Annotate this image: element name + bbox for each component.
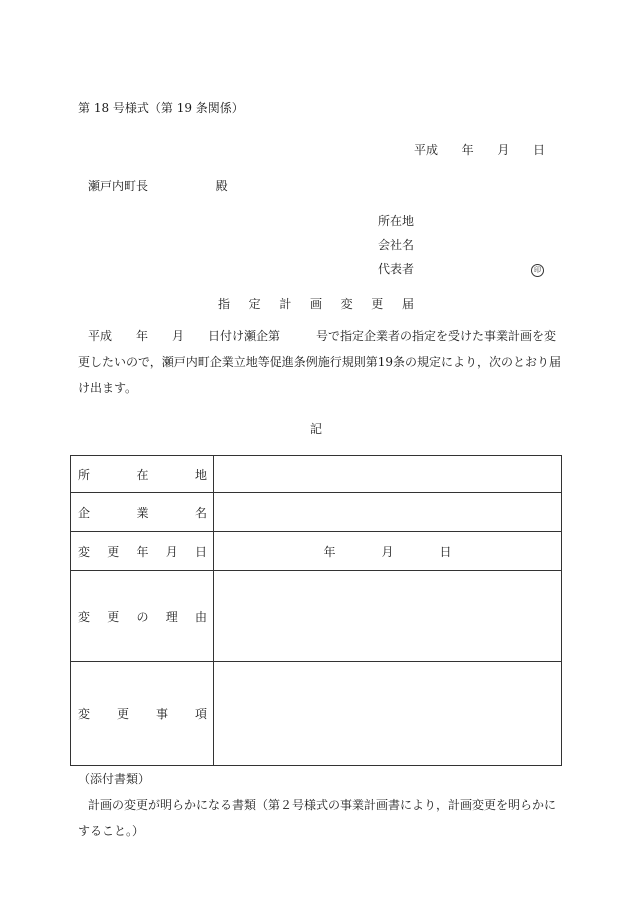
- attachments-line-2: すること。）: [78, 824, 145, 838]
- label-cell-company: 企 業 名: [71, 493, 214, 532]
- date-day: 日: [532, 143, 545, 157]
- attachments-line-1: 計画の変更が明らかになる書類（第２号様式の事業計画書により，計画変更を明らかに: [88, 798, 557, 812]
- table-row: [71, 456, 562, 493]
- title-char: 届: [401, 297, 414, 311]
- change-date-month: 月: [381, 544, 394, 559]
- body-line-1: 平成 年 月 日付け瀬企第 号で指定企業者の指定を受けた事業計画を変: [88, 329, 557, 343]
- document-title: [218, 295, 414, 312]
- table-row: [71, 662, 562, 766]
- seal-icon: 印: [531, 264, 544, 277]
- applicant-company-label: 会社名: [378, 238, 415, 252]
- attachments-heading: （添付書類）: [78, 772, 151, 786]
- title-char: 更: [371, 297, 384, 311]
- label-cell-address: 所 在 地: [71, 456, 214, 493]
- addressee: [88, 177, 228, 194]
- change-date-field[interactable]: [214, 532, 562, 571]
- title-char: 変: [340, 297, 353, 311]
- label-cell-change-date: 変 更 年 月 日: [71, 532, 214, 571]
- change-items-field[interactable]: [214, 662, 562, 766]
- applicant-representative-label: 代表者: [378, 262, 415, 276]
- address-field[interactable]: [214, 456, 562, 493]
- label-cell-items: 変 更 事 項: [71, 662, 214, 766]
- title-char: 計: [279, 297, 292, 311]
- title-char: 画: [309, 297, 322, 311]
- seal-mark: [531, 261, 544, 277]
- body-line-3: け出ます。: [78, 381, 138, 395]
- label-cell-reason: 変 更 の 理 由: [71, 571, 214, 662]
- date-line: [414, 141, 545, 158]
- title-char: 指: [218, 297, 231, 311]
- form-table: [70, 455, 562, 766]
- table-row: [71, 493, 562, 532]
- date-year: 年: [461, 143, 474, 157]
- addressee-title: 瀬戸内町長: [88, 179, 149, 193]
- date-month: 月: [497, 143, 510, 157]
- date-era: 平成: [414, 143, 439, 157]
- table-row: [71, 571, 562, 662]
- title-char: 定: [248, 297, 261, 311]
- ki-heading: 記: [310, 422, 323, 436]
- table-row: [71, 532, 562, 571]
- change-date-year: 年: [323, 544, 336, 559]
- form-number: 第 18 号様式（第 19 条関係）: [78, 101, 244, 115]
- body-line-2: 更したいので，瀬戸内町企業立地等促進条例施行規則第19条の規定により，次のとおり届: [78, 355, 562, 369]
- change-reason-field[interactable]: [214, 571, 562, 662]
- company-name-field[interactable]: [214, 493, 562, 532]
- change-date-day: 日: [439, 544, 452, 559]
- applicant-address-label: 所在地: [378, 214, 415, 228]
- addressee-honorific: 殿: [215, 179, 228, 193]
